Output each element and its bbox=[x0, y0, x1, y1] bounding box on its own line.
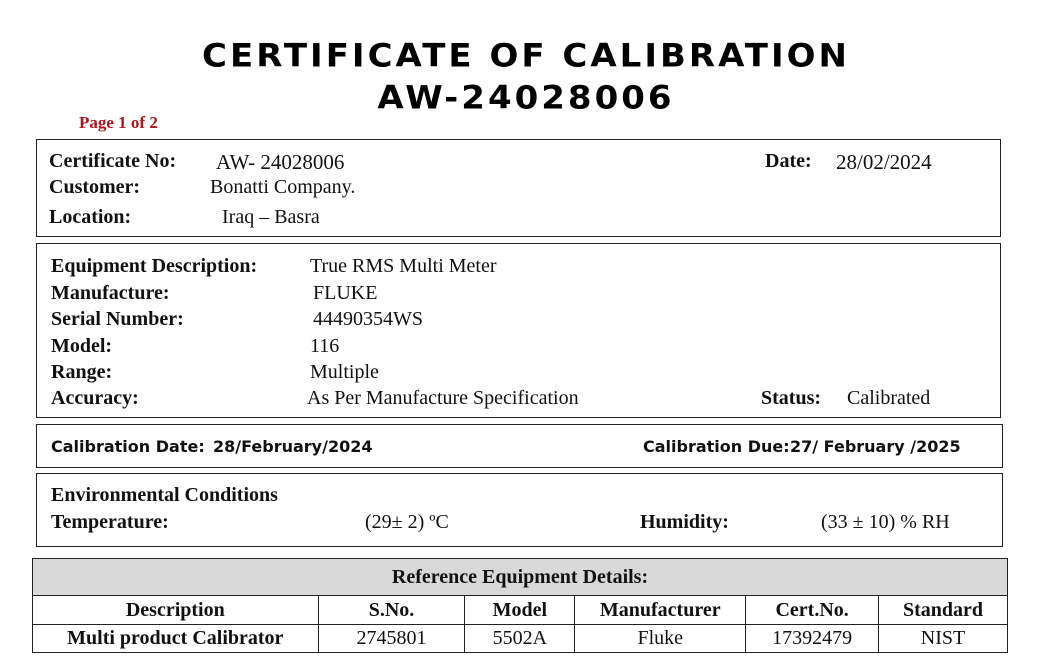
certificate-info-box bbox=[36, 139, 1001, 237]
cell-manufacturer: Fluke bbox=[575, 625, 746, 653]
location-label: Location: bbox=[49, 206, 132, 228]
cell-serial-no: 2745801 bbox=[318, 625, 465, 653]
reference-equipment-table bbox=[32, 558, 1008, 653]
calibration-date-label: Calibration Date: bbox=[51, 437, 205, 456]
column-header: Cert.No. bbox=[746, 596, 879, 625]
column-header: Standard bbox=[879, 596, 1008, 625]
calibration-dates-box bbox=[36, 424, 1003, 468]
customer-value: Bonatti Company. bbox=[210, 176, 356, 198]
column-header: Description bbox=[33, 596, 319, 625]
humidity-value: (33 ± 10) % RH bbox=[821, 511, 950, 533]
environmental-conditions-box bbox=[36, 473, 1003, 547]
humidity-label: Humidity: bbox=[640, 511, 729, 533]
cert-no-value: AW- 24028006 bbox=[216, 150, 345, 174]
temperature-value: (29± 2) ºC bbox=[365, 511, 449, 533]
range-value: Multiple bbox=[310, 361, 379, 383]
cell-standard: NIST bbox=[879, 625, 1008, 653]
column-header: Model bbox=[465, 596, 575, 625]
calibration-due-label: Calibration Due: bbox=[643, 437, 790, 456]
calibration-due-value: 27/ February /2025 bbox=[790, 437, 961, 456]
range-label: Range: bbox=[51, 361, 113, 383]
cell-description: Multi product Calibrator bbox=[33, 625, 319, 653]
customer-label: Customer: bbox=[49, 176, 141, 198]
manufacture-label: Manufacture: bbox=[51, 282, 170, 304]
location-value: Iraq – Basra bbox=[222, 206, 320, 228]
accuracy-value: As Per Manufacture Specification bbox=[307, 387, 579, 409]
temperature-label: Temperature: bbox=[51, 511, 169, 533]
cell-model: 5502A bbox=[465, 625, 575, 653]
equipment-description-label: Equipment Description: bbox=[51, 255, 258, 277]
cell-cert-no: 17392479 bbox=[746, 625, 879, 653]
serial-number-value: 44490354WS bbox=[313, 308, 423, 330]
environmental-heading: Environmental Conditions bbox=[51, 484, 278, 506]
table-row bbox=[33, 625, 1008, 653]
reference-table-heading: Reference Equipment Details: bbox=[33, 559, 1008, 596]
date-label: Date: bbox=[765, 150, 812, 172]
certificate-title: CERTIFICATE OF CALIBRATION bbox=[202, 37, 850, 75]
manufacture-value: FLUKE bbox=[313, 282, 378, 304]
calibration-date-value: 28/February/2024 bbox=[213, 437, 373, 456]
status-label: Status: bbox=[761, 387, 822, 409]
equipment-info-box bbox=[36, 243, 1001, 418]
date-value: 28/02/2024 bbox=[836, 150, 932, 174]
column-header: Manufacturer bbox=[575, 596, 746, 625]
column-header: S.No. bbox=[318, 596, 465, 625]
status-value: Calibrated bbox=[847, 387, 931, 409]
certificate-number-title: AW-24028006 bbox=[377, 79, 675, 117]
serial-number-label: Serial Number: bbox=[51, 308, 184, 330]
model-value: 116 bbox=[310, 335, 340, 357]
accuracy-label: Accuracy: bbox=[51, 387, 139, 409]
equipment-description-value: True RMS Multi Meter bbox=[310, 255, 497, 277]
cert-no-label: Certificate No: bbox=[49, 150, 177, 172]
page-indicator: Page 1 of 2 bbox=[79, 113, 158, 132]
model-label: Model: bbox=[51, 335, 113, 357]
